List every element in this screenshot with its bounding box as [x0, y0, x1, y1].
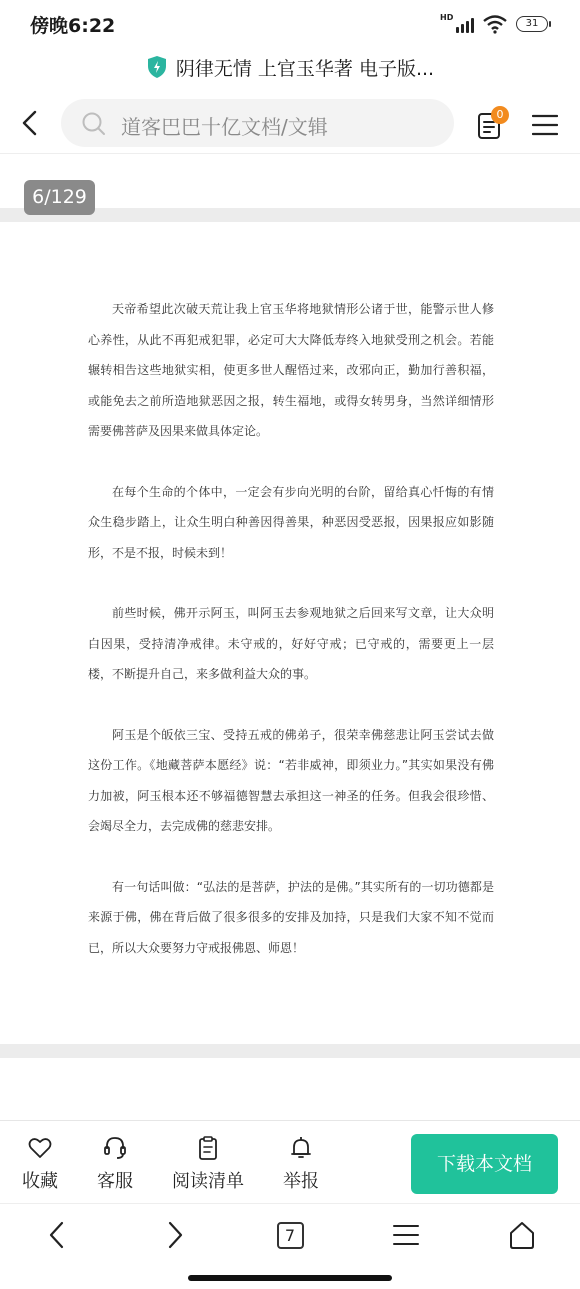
status-time: 傍晚6:22 [30, 15, 116, 37]
reading-list-button[interactable] [172, 1135, 244, 1193]
document-paragraph: 前些时候，佛开示阿玉，叫阿玉去参观地狱之后回来写文章，让大众明白因果，受持清净戒律。未守戒的，好好守戒；已守戒的，需要更上一层楼，不断提升自己，来多做利益大众的事。 [88, 606, 494, 681]
document-count-badge: 0 [491, 106, 509, 124]
document-paragraph: 有一句话叫做：“弘法的是菩萨，护法的是佛。”其实所有的一切功德都是来源于佛，佛在背后做了很多很多的安排及加持，只是我们大家不知不觉而已，所以大众要努力守戒报佛恩、师恩！ [88, 879, 494, 955]
favorite-label: 收藏 [22, 1171, 58, 1192]
chevron-left-icon [47, 1220, 67, 1250]
chevron-right-icon [165, 1220, 185, 1250]
shield-icon [146, 55, 168, 79]
document-page [0, 222, 580, 1044]
tab-count: 7 [277, 1222, 304, 1249]
menu-icon [393, 1224, 419, 1246]
search-header [0, 92, 580, 154]
search-input[interactable] [61, 99, 454, 147]
browser-tabs-button[interactable] [273, 1218, 307, 1252]
home-indicator[interactable] [188, 1275, 392, 1281]
menu-icon[interactable] [532, 114, 558, 136]
battery-icon: 31 [516, 16, 548, 32]
signal-icon [440, 15, 474, 33]
customer-service-label: 客服 [97, 1171, 133, 1192]
report-button[interactable] [283, 1135, 319, 1193]
document-paragraph: 阿玉是个皈依三宝、受持五戒的佛弟子，很荣幸佛慈悲让阿玉尝试去做这份工作。《地藏菩萨本愿经》说：“若非威神，即须业力。”其实如果没有佛力加被，阿玉根本还不够福德智慧去承担这一神圣的任务。但我会很珍惜、会竭尽全力，去完成佛的慈悲安排。 [88, 727, 494, 833]
page-divider-bottom [0, 1044, 580, 1058]
document-paragraph: 天帝希望此次破天荒让我上官玉华将地狱情形公诸于世，能警示世人修心养性，从此不再犯戒犯罪，必定可大大降低寿终入地狱受刑之机会。若能辗转相告这些地狱实相，使更多世人醒悟过来，改邪向正，勤加行善积福，或能免去之前所造地狱恶因之报，转生福地，或得女转男身，当然详细情形需要佛菩萨及因果来做具体定论。 [88, 302, 494, 438]
status-icons [440, 14, 548, 34]
reading-list-label: 阅读清单 [172, 1171, 244, 1192]
browser-menu-button[interactable] [389, 1218, 423, 1252]
report-label: 举报 [283, 1171, 319, 1192]
favorite-button[interactable] [22, 1135, 58, 1193]
heart-icon [27, 1135, 53, 1161]
wifi-icon [482, 14, 508, 34]
download-document-button[interactable]: 下载本文档 [411, 1134, 558, 1194]
document-content [88, 294, 494, 993]
status-bar [0, 0, 580, 48]
bell-icon [288, 1135, 314, 1161]
browser-navigation-bar [0, 1203, 580, 1289]
page-counter: 6/129 [24, 180, 95, 215]
document-action-bar [0, 1120, 580, 1202]
clipboard-icon [195, 1135, 221, 1161]
search-icon [81, 111, 107, 137]
customer-service-button[interactable] [97, 1135, 133, 1193]
home-icon [507, 1220, 537, 1250]
document-paragraph: 在每个生命的个体中，一定会有步向光明的台阶，留给真心忏悔的有情众生稳步踏上，让众生明白种善因得善果，种恶因受恶报，因果报应如影随形，不是不报，时候未到！ [88, 484, 494, 560]
headset-icon [102, 1135, 128, 1161]
page-title-bar [0, 50, 580, 84]
browser-home-button[interactable] [505, 1218, 539, 1252]
search-placeholder: 道客巴巴十亿文档/文辑 [121, 115, 328, 139]
browser-forward-button[interactable] [158, 1218, 192, 1252]
network-type-label: HD [440, 13, 454, 22]
back-arrow-icon[interactable] [16, 108, 44, 138]
page-title: 阴律无情 上官玉华著 电子版... [175, 57, 435, 80]
browser-back-button[interactable] [40, 1218, 74, 1252]
